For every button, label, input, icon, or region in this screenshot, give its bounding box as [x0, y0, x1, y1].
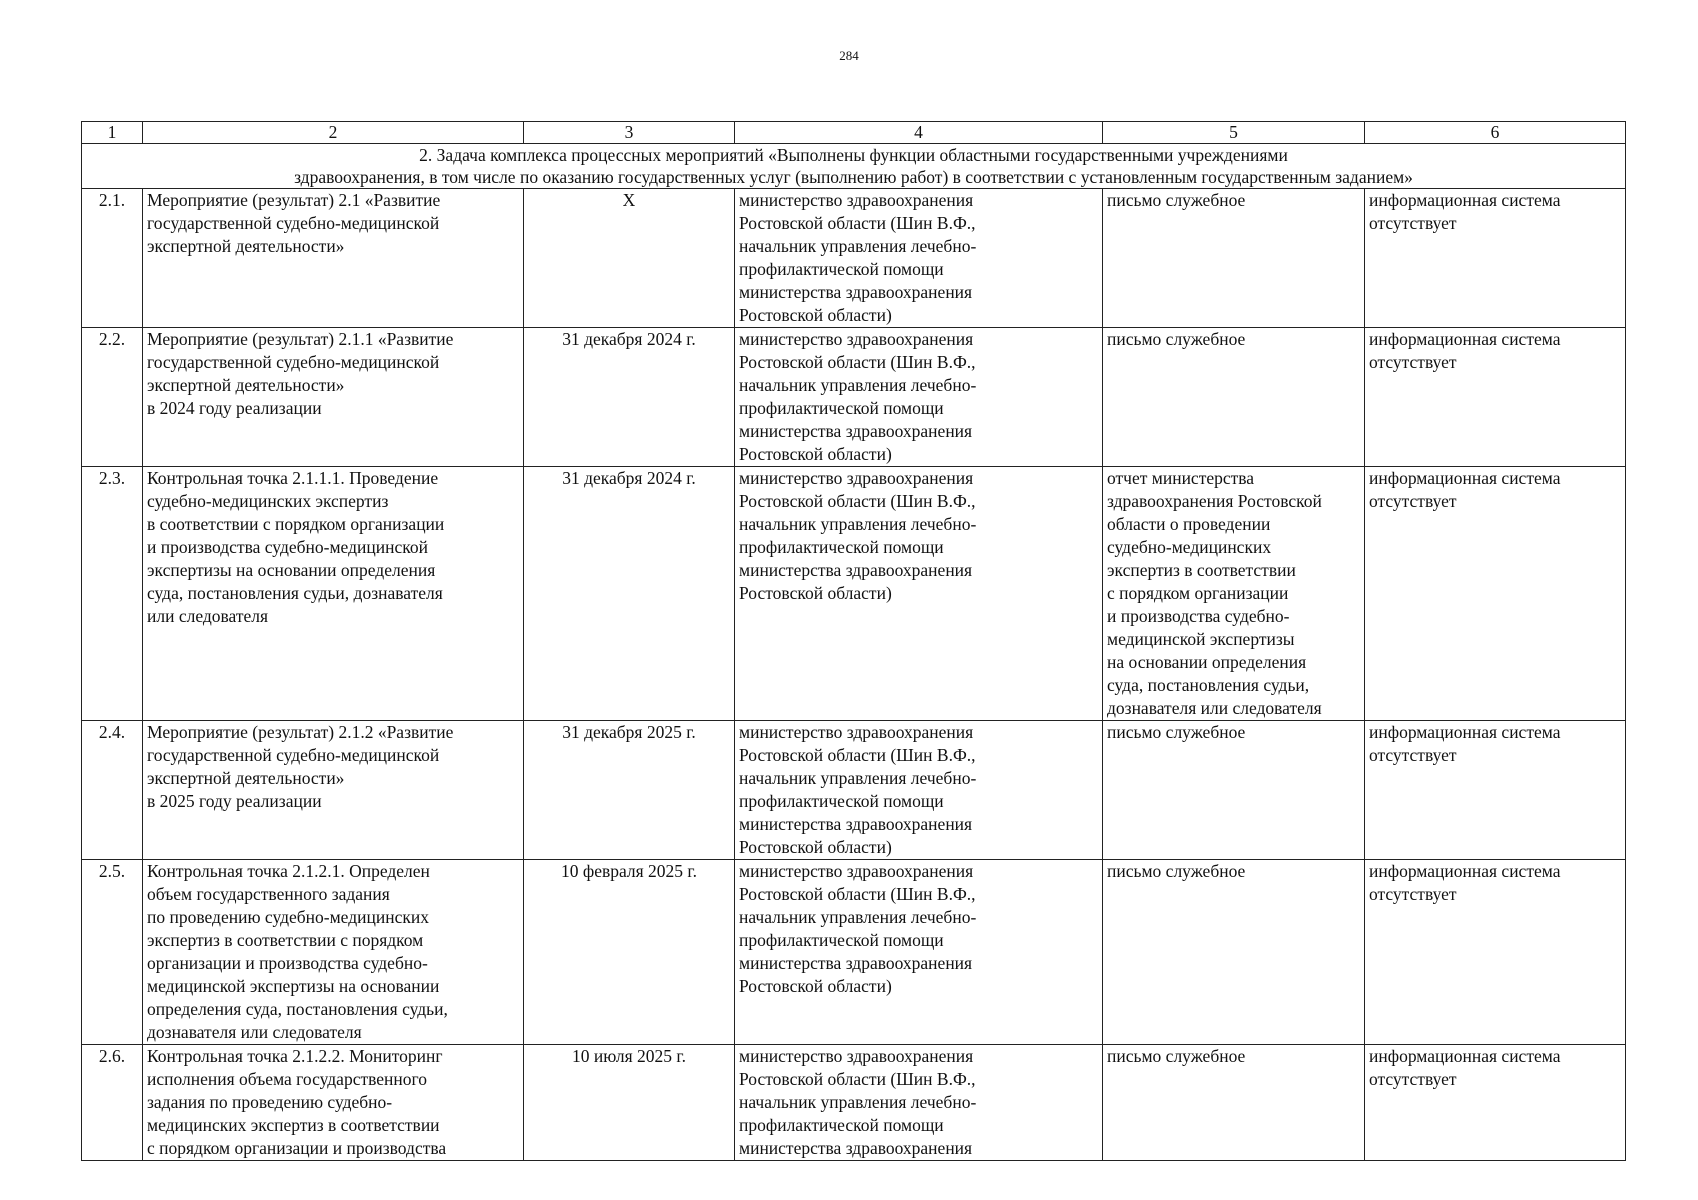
responsible-line: министерства здравоохранения — [739, 282, 973, 302]
event-title-line: дознавателя или следователя — [147, 1022, 362, 1042]
section-title-line: здравоохранения, в том числе по оказанию государственных услуг (выполнению работ) в соответствии с установленным государственным заданием» — [294, 167, 1413, 187]
section-title — [82, 144, 1626, 189]
confirming-document-line: письмо служебное — [1107, 722, 1246, 742]
row-number: 2.1. — [82, 189, 143, 328]
responsible-line: министерство здравоохранения — [739, 329, 974, 349]
event-title-line: экспертиз в соответствии с порядком — [147, 930, 424, 950]
deadline: 31 декабря 2024 г. — [524, 328, 735, 467]
info-system-line: информационная система — [1369, 1046, 1561, 1066]
responsible — [735, 1045, 1103, 1161]
confirming-document-line: дознавателя или следователя — [1107, 698, 1322, 718]
responsible — [735, 860, 1103, 1045]
column-header: 5 — [1103, 122, 1365, 144]
responsible-line: Ростовской области) — [739, 305, 892, 325]
event-title — [143, 860, 524, 1045]
info-system-line: отсутствует — [1369, 1069, 1457, 1089]
row-number: 2.3. — [82, 467, 143, 721]
plan-table — [81, 121, 1626, 1161]
responsible-line: министерство здравоохранения — [739, 190, 974, 210]
responsible-line: министерство здравоохранения — [739, 468, 974, 488]
responsible-line: Ростовской области (Шин В.Ф., — [739, 213, 976, 233]
column-number-row — [82, 122, 1626, 144]
event-title-line: Мероприятие (результат) 2.1.1 «Развитие — [147, 329, 454, 349]
responsible-line: Ростовской области) — [739, 837, 892, 857]
responsible-line: профилактической помощи — [739, 791, 944, 811]
info-system-line: информационная система — [1369, 861, 1561, 881]
column-header: 4 — [735, 122, 1103, 144]
responsible-line: Ростовской области (Шин В.Ф., — [739, 491, 976, 511]
event-title — [143, 328, 524, 467]
deadline: 10 февраля 2025 г. — [524, 860, 735, 1045]
responsible-line: министерства здравоохранения — [739, 814, 973, 834]
info-system — [1365, 189, 1626, 328]
confirming-document-line: и производства судебно- — [1107, 606, 1290, 626]
responsible-line: профилактической помощи — [739, 1115, 944, 1135]
column-header: 1 — [82, 122, 143, 144]
responsible — [735, 721, 1103, 860]
info-system-line: информационная система — [1369, 190, 1561, 210]
event-title-line: экспертной деятельности» — [147, 768, 345, 788]
responsible-line: начальник управления лечебно- — [739, 907, 977, 927]
confirming-document-line: области о проведении — [1107, 514, 1271, 534]
table-row — [82, 189, 1626, 328]
responsible-line: Ростовской области (Шин В.Ф., — [739, 1069, 976, 1089]
confirming-document-line: письмо служебное — [1107, 190, 1246, 210]
responsible-line: министерство здравоохранения — [739, 722, 974, 742]
confirming-document-line: экспертиз в соответствии — [1107, 560, 1296, 580]
section-title-line: 2. Задача комплекса процессных мероприятий «Выполнены функции областными государственными учреждениями — [419, 145, 1288, 165]
confirming-document-line: с порядком организации — [1107, 583, 1289, 603]
responsible-line: начальник управления лечебно- — [739, 375, 977, 395]
section-title-row — [82, 144, 1626, 189]
event-title-line: объем государственного задания — [147, 884, 390, 904]
table-row — [82, 328, 1626, 467]
info-system — [1365, 721, 1626, 860]
event-title — [143, 1045, 524, 1161]
info-system-line: информационная система — [1369, 722, 1561, 742]
event-title-line: Мероприятие (результат) 2.1.2 «Развитие — [147, 722, 454, 742]
table-row — [82, 1045, 1626, 1161]
deadline: 10 июля 2025 г. — [524, 1045, 735, 1161]
row-number: 2.5. — [82, 860, 143, 1045]
info-system-line: отсутствует — [1369, 884, 1457, 904]
info-system-line: отсутствует — [1369, 352, 1457, 372]
event-title-line: медицинской экспертизы на основании — [147, 976, 440, 996]
event-title — [143, 189, 524, 328]
confirming-document — [1103, 860, 1365, 1045]
info-system-line: отсутствует — [1369, 213, 1457, 233]
responsible — [735, 467, 1103, 721]
deadline: 31 декабря 2024 г. — [524, 467, 735, 721]
row-number: 2.4. — [82, 721, 143, 860]
responsible-line: министерства здравоохранения — [739, 1138, 973, 1158]
info-system-line: отсутствует — [1369, 745, 1457, 765]
event-title-line: организации и производства судебно- — [147, 953, 428, 973]
responsible-line: профилактической помощи — [739, 259, 944, 279]
row-number: 2.2. — [82, 328, 143, 467]
responsible-line: Ростовской области) — [739, 976, 892, 996]
info-system — [1365, 328, 1626, 467]
confirming-document-line: здравоохранения Ростовской — [1107, 491, 1322, 511]
event-title-line: государственной судебно-медицинской — [147, 213, 440, 233]
table-row — [82, 721, 1626, 860]
responsible-line: министерства здравоохранения — [739, 560, 973, 580]
confirming-document-line: письмо служебное — [1107, 1046, 1246, 1066]
responsible-line: начальник управления лечебно- — [739, 236, 977, 256]
responsible-line: Ростовской области (Шин В.Ф., — [739, 884, 976, 904]
event-title-line: судебно-медицинских экспертиз — [147, 491, 389, 511]
event-title-line: в 2024 году реализации — [147, 398, 322, 418]
page-number: 284 — [839, 48, 859, 63]
event-title-line: экспертизы на основании определения — [147, 560, 436, 580]
confirming-document — [1103, 721, 1365, 860]
responsible — [735, 328, 1103, 467]
event-title-line: государственной судебно-медицинской — [147, 352, 440, 372]
confirming-document-line: на основании определения — [1107, 652, 1307, 672]
row-number: 2.6. — [82, 1045, 143, 1161]
responsible-line: профилактической помощи — [739, 537, 944, 557]
event-title-line: экспертной деятельности» — [147, 375, 345, 395]
event-title-line: экспертной деятельности» — [147, 236, 345, 256]
event-title-line: государственной судебно-медицинской — [147, 745, 440, 765]
responsible-line: министерство здравоохранения — [739, 1046, 974, 1066]
responsible-line: начальник управления лечебно- — [739, 768, 977, 788]
event-title-line: задания по проведению судебно- — [147, 1092, 393, 1112]
event-title-line: Мероприятие (результат) 2.1 «Развитие — [147, 190, 441, 210]
event-title-line: исполнения объема государственного — [147, 1069, 428, 1089]
info-system-line: информационная система — [1369, 468, 1561, 488]
deadline: 31 декабря 2025 г. — [524, 721, 735, 860]
column-header: 2 — [143, 122, 524, 144]
event-title-line: Контрольная точка 2.1.2.2. Мониторинг — [147, 1046, 443, 1066]
confirming-document-line: письмо служебное — [1107, 861, 1246, 881]
event-title — [143, 467, 524, 721]
responsible-line: начальник управления лечебно- — [739, 514, 977, 534]
event-title-line: в 2025 году реализации — [147, 791, 322, 811]
event-title-line: или следователя — [147, 606, 269, 626]
confirming-document-line: судебно-медицинских — [1107, 537, 1272, 557]
confirming-document — [1103, 189, 1365, 328]
event-title-line: Контрольная точка 2.1.1.1. Проведение — [147, 468, 439, 488]
info-system-line: информационная система — [1369, 329, 1561, 349]
responsible-line: министерства здравоохранения — [739, 953, 973, 973]
responsible-line: министерства здравоохранения — [739, 421, 973, 441]
responsible-line: Ростовской области) — [739, 444, 892, 464]
event-title-line: суда, постановления судьи, дознавателя — [147, 583, 443, 603]
event-title-line: по проведению судебно-медицинских — [147, 907, 429, 927]
responsible-line: профилактической помощи — [739, 398, 944, 418]
event-title-line: и производства судебно-медицинской — [147, 537, 428, 557]
responsible-line: профилактической помощи — [739, 930, 944, 950]
event-title-line: определения суда, постановления судьи, — [147, 999, 448, 1019]
info-system-line: отсутствует — [1369, 491, 1457, 511]
table-row — [82, 860, 1626, 1045]
confirming-document — [1103, 467, 1365, 721]
info-system — [1365, 467, 1626, 721]
responsible-line: Ростовской области (Шин В.Ф., — [739, 352, 976, 372]
responsible-line: Ростовской области) — [739, 583, 892, 603]
info-system — [1365, 1045, 1626, 1161]
confirming-document — [1103, 1045, 1365, 1161]
confirming-document-line: медицинской экспертизы — [1107, 629, 1295, 649]
table-row — [82, 467, 1626, 721]
responsible — [735, 189, 1103, 328]
responsible-line: Ростовской области (Шин В.Ф., — [739, 745, 976, 765]
event-title-line: медицинских экспертиз в соответствии — [147, 1115, 440, 1135]
event-title-line: в соответствии с порядком организации — [147, 514, 445, 534]
event-title-line: с порядком организации и производства — [147, 1138, 447, 1158]
info-system — [1365, 860, 1626, 1045]
confirming-document-line: отчет министерства — [1107, 468, 1255, 488]
event-title-line: Контрольная точка 2.1.2.1. Определен — [147, 861, 430, 881]
confirming-document — [1103, 328, 1365, 467]
event-title — [143, 721, 524, 860]
deadline: X — [524, 189, 735, 328]
column-header: 3 — [524, 122, 735, 144]
confirming-document-line: письмо служебное — [1107, 329, 1246, 349]
responsible-line: министерство здравоохранения — [739, 861, 974, 881]
confirming-document-line: суда, постановления судьи, — [1107, 675, 1310, 695]
responsible-line: начальник управления лечебно- — [739, 1092, 977, 1112]
column-header: 6 — [1365, 122, 1626, 144]
